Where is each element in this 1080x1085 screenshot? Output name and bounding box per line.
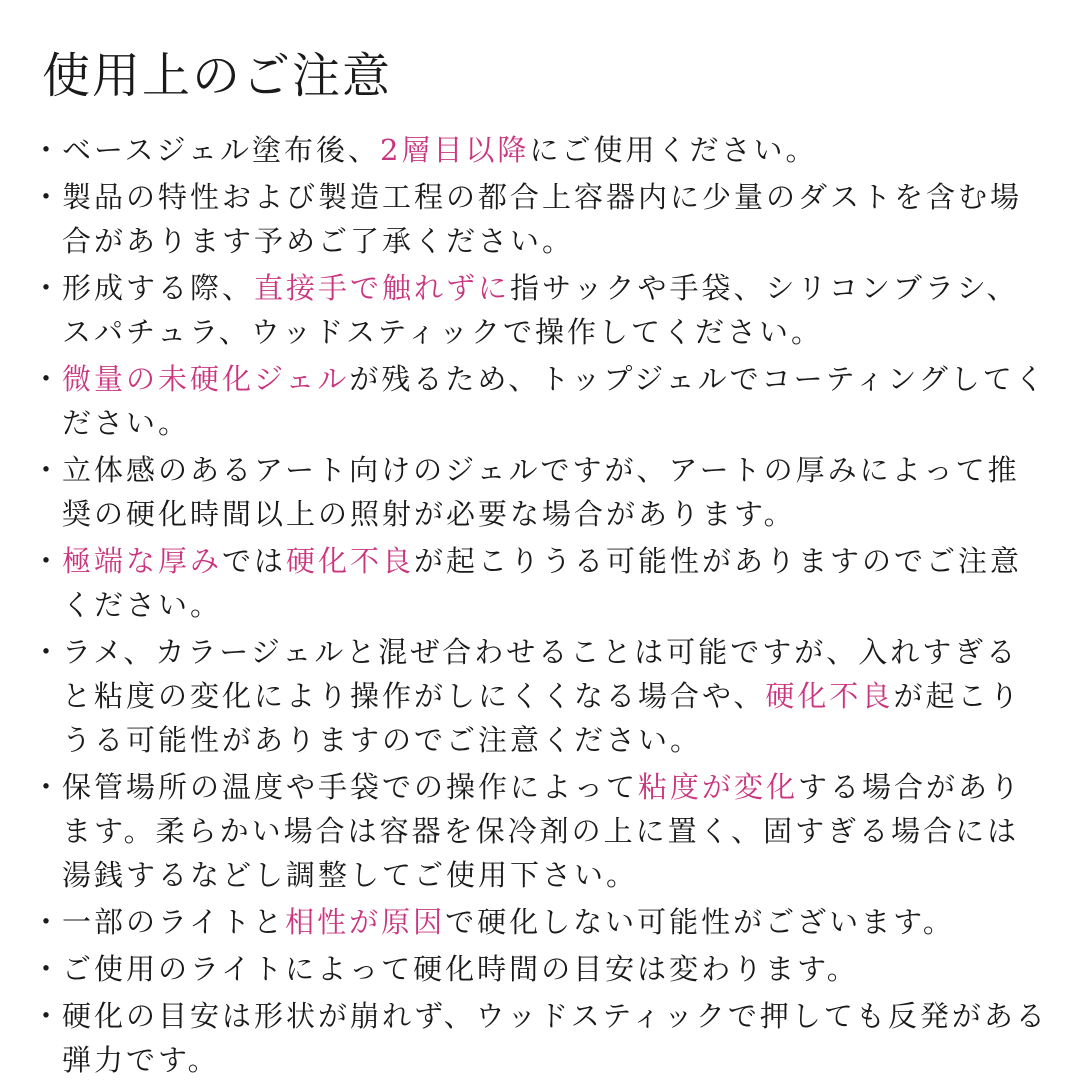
note-text bbox=[62, 266, 1050, 354]
note-text-segment: 立体感のあるアート向けのジェルですが、アートの厚みによって推奨の硬化時間以上の照射が必要な場合があります。 bbox=[62, 453, 1020, 531]
note-text bbox=[62, 175, 1050, 263]
note-text-segment: 形成する際、 bbox=[62, 271, 255, 305]
bullet-marker: ・ bbox=[31, 999, 61, 1033]
note-text-segment: 保管場所の温度や手袋での操作によって bbox=[62, 770, 639, 804]
note-text bbox=[62, 539, 1050, 627]
note-item bbox=[30, 539, 1050, 627]
note-item bbox=[30, 448, 1050, 536]
highlighted-text: 直接手で触れずに bbox=[254, 271, 511, 305]
bullet-marker: ・ bbox=[31, 905, 61, 939]
note-item bbox=[30, 630, 1050, 762]
note-text bbox=[62, 947, 1050, 991]
highlighted-text: 微量の未硬化ジェル bbox=[62, 362, 350, 396]
note-item bbox=[30, 128, 1050, 172]
bullet-marker: ・ bbox=[31, 635, 61, 669]
bullet-marker: ・ bbox=[31, 180, 61, 214]
note-text-segment: が起こりうる可能性がありますのでご注意ください。 bbox=[62, 544, 1023, 622]
bullet-marker: ・ bbox=[31, 133, 61, 167]
bullet-marker: ・ bbox=[31, 453, 61, 487]
note-text-segment: 硬化の目安は形状が崩れず、ウッドスティックで押しても反発がある弾力です。 bbox=[62, 999, 1048, 1077]
note-text-segment: が起こりうる可能性がありますのでご注意ください。 bbox=[62, 679, 1022, 757]
note-item bbox=[30, 175, 1050, 263]
highlighted-text: 粘度が変化 bbox=[638, 770, 799, 804]
note-item bbox=[30, 266, 1050, 354]
bullet-marker: ・ bbox=[31, 544, 61, 578]
bullet-marker: ・ bbox=[31, 271, 61, 305]
note-item bbox=[30, 994, 1050, 1082]
highlighted-text: 硬化不良 bbox=[765, 679, 894, 713]
note-item bbox=[30, 765, 1050, 897]
note-item bbox=[30, 357, 1050, 445]
note-text-segment: 製品の特性および製造工程の都合上容器内に少量のダストを含む場合があります予めご了承ください。 bbox=[62, 180, 1023, 258]
note-text bbox=[62, 994, 1050, 1082]
note-text-segment: 一部のライトと bbox=[62, 905, 286, 939]
page-title: 使用上のご注意 bbox=[42, 48, 393, 104]
highlighted-text: 硬化不良 bbox=[286, 544, 415, 578]
note-text bbox=[62, 448, 1050, 536]
note-text bbox=[62, 630, 1050, 762]
note-text bbox=[62, 900, 1050, 944]
note-item bbox=[30, 947, 1050, 991]
notes-list bbox=[30, 128, 1050, 1085]
note-text-segment: ご使用のライトによって硬化時間の目安は変わります。 bbox=[62, 952, 859, 986]
note-text-segment: にご使用ください。 bbox=[529, 133, 818, 167]
note-text-segment: 指サックや手袋、シリコンブラシ、スパチュラ、ウッドスティックで操作してください。 bbox=[62, 271, 1019, 349]
note-text-segment: ラメ、カラージェルと混ぜ合わせることは可能ですが、入れすぎると粘度の変化により操作がしにくくなる場合や、 bbox=[62, 635, 1019, 713]
highlighted-text: 極端な厚み bbox=[62, 544, 223, 578]
bullet-marker: ・ bbox=[31, 952, 61, 986]
bullet-marker: ・ bbox=[31, 362, 61, 396]
note-text bbox=[62, 357, 1050, 445]
note-text-segment: する場合があります。柔らかい場合は容器を保冷剤の上に置く、固すぎる場合には湯銭するなどし調整してご使用下さい。 bbox=[62, 770, 1023, 892]
note-text-segment: が残るため、トップジェルでコーティングしてください。 bbox=[62, 362, 1047, 440]
note-text-segment: ベースジェル塗布後、 bbox=[62, 133, 380, 167]
highlighted-text: 2層目以降 bbox=[379, 133, 530, 167]
highlighted-text: 相性が原因 bbox=[285, 905, 446, 939]
bullet-marker: ・ bbox=[31, 770, 61, 804]
note-text-segment: で硬化しない可能性がございます。 bbox=[445, 905, 955, 939]
note-text bbox=[62, 128, 1050, 172]
note-item bbox=[30, 900, 1050, 944]
note-text bbox=[62, 765, 1050, 897]
note-text-segment: では bbox=[222, 544, 287, 578]
